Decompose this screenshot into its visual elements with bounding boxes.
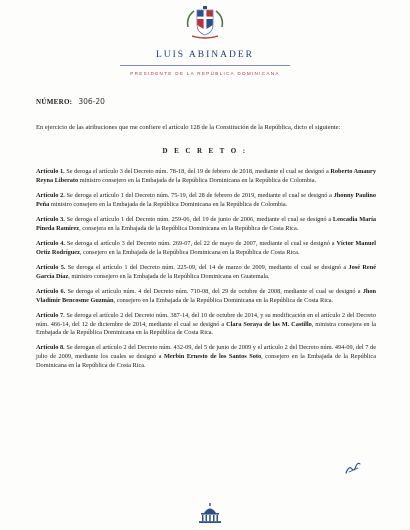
article-label: Artículo 7.: [36, 311, 65, 319]
article-paragraph: [36, 216, 376, 233]
article-person: Víctor Manuel Ortiz Rodríguez: [36, 239, 376, 256]
signature-mark-icon: [343, 460, 363, 476]
intro-paragraph: En ejercicio de las atribuciones que me confiere el artículo 128 de la Constitución de la República, dicto el siguiente:: [36, 124, 341, 131]
article-person: Jhon Vladimir Bencosme Guzmán: [36, 287, 377, 304]
article-label: Artículo 2.: [36, 191, 65, 199]
article-text: Se derogan el artículo 2 del Decreto núm. 432-09, del 5 de junio de 2009 y el artículo 2 del Decreto núm. 494-09, del 7 de julio de 2009, mediante los cuales se designó a: [36, 344, 376, 361]
article-paragraph: [36, 192, 376, 209]
article-text: Se deroga el artículo 3 del Decreto núm. 78-18, del 19 de febrero de 2018, mediante el cual se designó a: [64, 168, 331, 175]
article-text: , consejero en la Embajada de la República Dominicana en la República de Costa Rica.: [36, 353, 376, 369]
article-paragraph: [36, 168, 376, 185]
palace-icon: [197, 502, 223, 524]
article-paragraph: [36, 344, 376, 370]
article-text: Se deroga el artículo 1 del Decreto núm. 259-06, del 19 de junio de 2006, mediante el cual se designó a: [64, 215, 333, 223]
article-label: Artículo 3.: [36, 215, 65, 223]
article-text: , ministro consejero en la Embajada de la República Dominicana en Guatemala.: [68, 272, 270, 280]
letterhead-title: PRESIDENTE DE LA REPÚBLICA DOMINICANA: [130, 71, 280, 76]
article-text: , consejero en la Embajada de la República Dominicana en la República de Costa Rica.: [79, 248, 300, 256]
article-paragraph: [36, 240, 376, 257]
article-text: Se deroga el artículo 1 del Decreto núm. 75-19, del 28 de febrero de 2019, mediante el cual se designó a: [64, 191, 334, 199]
decree-number: [36, 97, 105, 106]
decree-heading: D E C R E T O :: [162, 147, 248, 155]
article-paragraph: [36, 312, 376, 338]
article-text: , consejera en la Embajada de la República Dominicana en la República de Costa Rica.: [79, 224, 299, 232]
article-person: Jhonny Paulino Peña: [36, 191, 376, 208]
article-text: Se deroga el artículo núm. 4 del Decreto núm. 710-08, del 29 de octubre de 2008, mediante el cual se designó a: [65, 287, 363, 295]
article-text: , ministra consejera en la Embajada de la República Dominicana en la República de Costa Rica.: [36, 320, 376, 337]
article-label: Artículo 4.: [36, 239, 65, 247]
article-text: Se deroga el artículo 3 del Decreto núm. 269-07, del 22 de mayo de 2007, mediante el cual se designó a: [65, 239, 337, 247]
article-label: Artículo 1.: [36, 168, 65, 175]
article-label: Artículo 8.: [36, 344, 65, 352]
article-person: Clara Soraya de las M. Castillo: [226, 320, 312, 328]
coat-of-arms-icon: [184, 5, 226, 41]
article-person: Leocadia María Pineda Ramírez: [36, 215, 376, 232]
article-text: Se deroga el artículo 2 del Decreto núm. 387-14, del 10 de octubre de 2014, y su modificación en el artículo 2 del Decreto núm. 466-14, del 12 de diciembre de 2014, mediante el cual se designó a: [36, 311, 376, 328]
articles-list: [36, 168, 376, 377]
letterhead-divider: [120, 65, 290, 66]
article-person: José René García Díaz: [36, 263, 376, 280]
article-label: Artículo 6.: [36, 287, 66, 295]
article-paragraph: [36, 264, 376, 281]
decree-number-label: NÚMERO:: [36, 98, 73, 106]
article-text: ministro consejero en la Embajada de la República Dominicana en la República de Colombia.: [78, 176, 317, 184]
article-person: Roberto Amaury Reyna Liberato: [36, 168, 376, 184]
article-text: ministro consejero en la Embajada de la República Dominicana en la República de Colombia.: [49, 200, 288, 208]
letterhead-name: LUIS ABINADER: [155, 50, 255, 60]
article-label: Artículo 5.: [36, 263, 66, 271]
article-text: , consejero en la Embajada de la República Dominicana en la República de Costa Rica.: [113, 296, 334, 304]
decree-number-value: 306-20: [78, 97, 105, 106]
article-text: Se deroga el artículo 1 del Decreto núm. 225-09, del 14 de marzo de 2009, mediante el cual se designó a: [65, 263, 349, 271]
article-paragraph: [36, 288, 376, 305]
article-person: Merbin Ernesto de los Santos Soto: [163, 353, 262, 361]
